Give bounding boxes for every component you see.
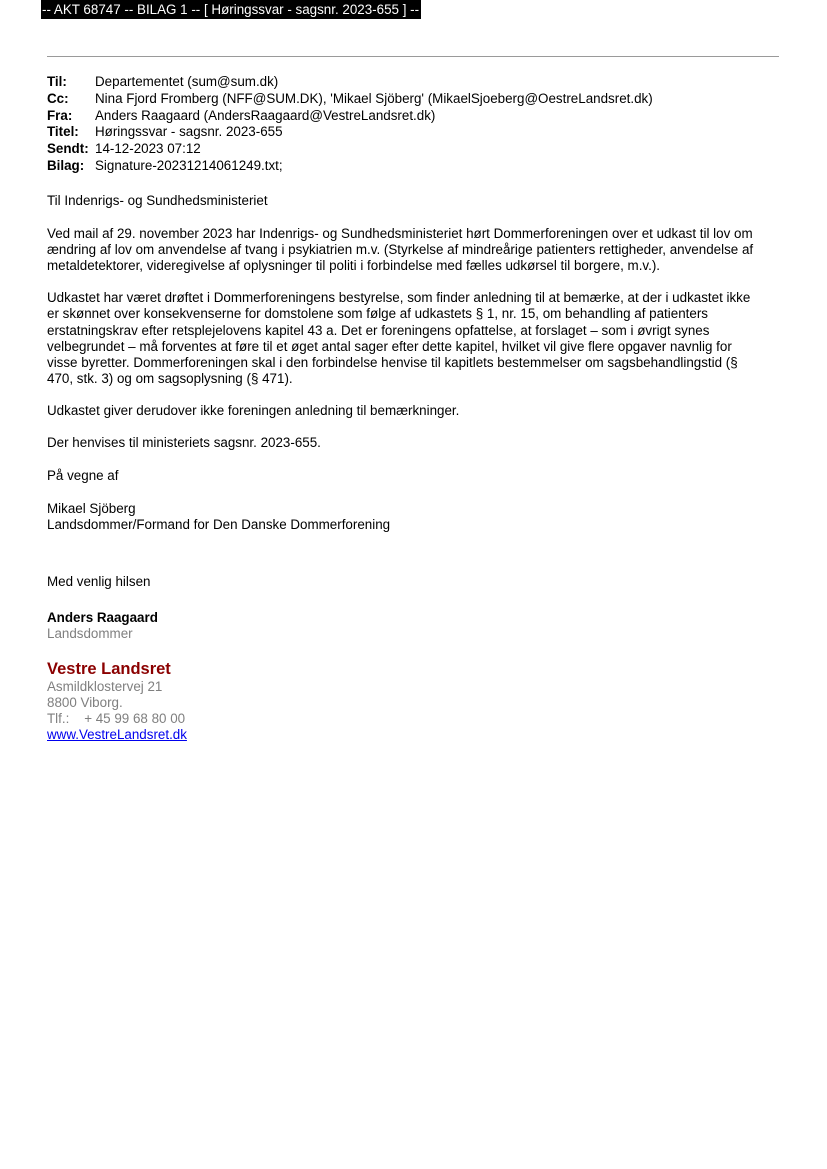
- from-value: Anders Raagaard (AndersRaagaard@VestreLandsret.dk): [95, 107, 436, 123]
- from-label: Fra:: [47, 107, 73, 123]
- closing-greeting: Med venlig hilsen: [47, 574, 151, 590]
- cc-label: Cc:: [47, 90, 69, 106]
- on-behalf-text: På vegne af: [47, 468, 119, 484]
- paragraph-hearing: [47, 226, 782, 274]
- court-address-street: Asmildklostervej 21: [47, 678, 163, 694]
- paragraph-line: velbegrundet – må forventes at føre til et øget antal sager efter dette kapitel, hvilket vil give flere opgaver navnlig for: [47, 338, 732, 354]
- paragraph-no-further-remarks: Udkastet giver derudover ikke foreningen anledning til bemærkninger.: [47, 402, 460, 418]
- paragraph-line: erstatningskrav efter retsplejelovens kapitel 43 a. Det er foreningens opfattelse, at forslaget – som i øvrigt synes: [47, 322, 710, 338]
- attachment-value: Signature-20231214061249.txt;: [95, 157, 283, 173]
- paragraph-line: Udkastet har været drøftet i Dommerforeningens bestyrelse, som finder anledning til at bemærke, at der i udkastet ikke: [47, 290, 751, 306]
- sent-value: 14-12-2023 07:12: [95, 141, 201, 157]
- sender-title: Landsdommer: [47, 625, 133, 641]
- paragraph-line: er skønnet over konsekvenserne for domstolene som følge af udkastets § 1, nr. 15, om behandling af patienters: [47, 306, 708, 322]
- email-body: [47, 193, 782, 743]
- paragraph-line: visse byretter. Dommerforeningen skal i den forbindelse henvise til kapitlets bestemmelser om sagsbehandlingstid (§: [47, 354, 738, 370]
- paragraph-line: 470, stk. 3) og om sagsoplysning (§ 471).: [47, 370, 293, 386]
- court-website-link[interactable]: www.VestreLandsret.dk: [47, 726, 187, 742]
- cc-value: Nina Fjord Fromberg (NFF@SUM.DK), 'Mikael Sjöberg' (MikaelSjoeberg@OestreLandsret.dk): [95, 90, 653, 106]
- title-label: Titel:: [47, 124, 79, 140]
- paragraph-line: metaldetektorer, videregivelse af oplysninger til politi i forbindelse med fælles udkørsel til borgere, m.v.).: [47, 258, 661, 274]
- paragraph-line: Ved mail af 29. november 2023 har Indenrigs- og Sundhedsministeriet hørt Dommerforeningen over et udkast til lov om: [47, 226, 753, 242]
- paragraph-assessment: [47, 290, 782, 387]
- salutation: Til Indenrigs- og Sundhedsministeriet: [47, 193, 268, 208]
- attachment-label: Bilag:: [47, 157, 85, 173]
- court-phone: Tlf.: + 45 99 68 80 00: [47, 710, 186, 726]
- signer-name: Mikael Sjöberg: [47, 501, 136, 517]
- sender-name: Anders Raagaard: [47, 609, 158, 625]
- title-value: Høringssvar - sagsnr. 2023-655: [95, 124, 283, 140]
- court-signature: [47, 659, 782, 743]
- paragraph-case-reference: Der henvises til ministeriets sagsnr. 2023-655.: [47, 435, 321, 451]
- header-divider: [47, 56, 779, 57]
- to-value: Departementet (sum@sum.dk): [95, 74, 279, 89]
- court-name: Vestre Landsret: [47, 659, 171, 678]
- sent-label: Sendt:: [47, 141, 89, 157]
- paragraph-line: ændring af lov om anvendelse af tvang i psykiatrien m.v. (Styrkelse af mindreårige patienters rettigheder, anvendelse af: [47, 242, 754, 258]
- to-label: Til:: [47, 74, 67, 89]
- signer-title: Landsdommer/Formand for Den Danske Dommerforening: [47, 517, 391, 533]
- court-address-city: 8800 Viborg.: [47, 694, 123, 710]
- document-banner: -- AKT 68747 -- BILAG 1 -- [ Høringssvar - sagsnr. 2023-655 ] --: [42, 2, 420, 17]
